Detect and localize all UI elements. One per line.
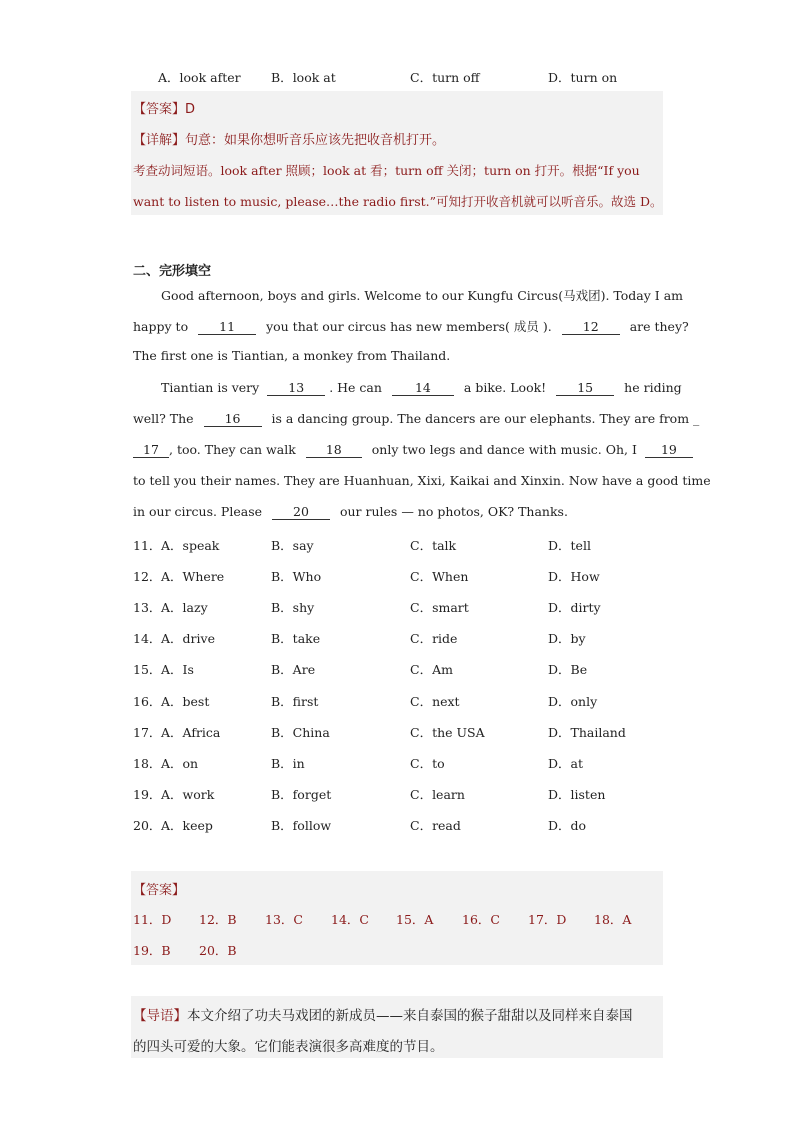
question-18: 18． A．on B．in C．to D．at: [133, 756, 583, 771]
answer-item: 18．A: [594, 912, 632, 927]
question-14: 14． A．drive B．take C．ride D．by: [133, 631, 586, 646]
answers-label: 【答案】: [133, 883, 186, 898]
answer-item: 16．C: [462, 912, 500, 927]
question-20: 20． A．keep B．follow C．read D．do: [133, 818, 587, 833]
answer-item: 14．C: [331, 912, 369, 927]
guide-line1: 【导语】本文介绍了功夫马戏团的新成员——来自泰国的猴子甜甜以及同样来自泰国: [133, 1008, 633, 1024]
section-title: 二、完形填空: [133, 264, 212, 279]
passage-p2-line2: well? The 16 is a dancing group. The dancers are our elephants. They are from _: [133, 411, 700, 426]
answers-row-2: [0, 941, 794, 961]
answer-item: 15．A: [396, 912, 434, 927]
q10-option-b: B．look at: [271, 70, 336, 85]
q10-option-a: A．look after: [158, 70, 241, 85]
answer-item: 12．B: [199, 912, 237, 927]
q10-detail-line3: want to listen to music, please…the radio first.”可知打开收音机就可以听音乐。故选 D。: [133, 194, 663, 209]
answers-row-1: [0, 910, 794, 930]
blank-18: 18: [306, 443, 362, 458]
blank-14: 14: [392, 381, 454, 396]
question-13: 13． A．lazy B．shy C．smart D．dirty: [133, 600, 601, 615]
question-15: 15． A．Is B．Are C．Am D．Be: [133, 662, 588, 677]
q10-detail-line2: 考查动词短语。look after 照顾；look at 看；turn off 关闭；turn on 打开。根据“If you: [133, 163, 640, 178]
passage-p2-line1: Tiantian is very 13 . He can 14 a bike. Look! 15 he riding: [161, 380, 682, 395]
answer-value: D: [185, 102, 196, 117]
answer-item: 13．C: [265, 912, 303, 927]
question-11: 11． A．speak B．say C．talk D．tell: [133, 538, 591, 553]
blank-15: 15: [556, 381, 614, 396]
guide-line2: 的四头可爱的大象。它们能表演很多高难度的节目。: [133, 1039, 444, 1055]
question-16: 16． A．best B．first C．next D．only: [133, 694, 598, 709]
blank-19: 19: [645, 443, 693, 458]
question-19: 19． A．work B．forget C．learn D．listen: [133, 787, 606, 802]
passage-p2-line3: 17 , too. They can walk 18 only two legs and dance with music. Oh, I 19: [133, 442, 663, 458]
blank-12: 12: [562, 320, 620, 335]
passage-p2-line4: to tell you their names. They are Huanhuan, Xixi, Kaikai and Xinxin. Now have a good time: [133, 473, 711, 488]
answer-item: 17．D: [528, 912, 567, 927]
answer-item: 19．B: [133, 943, 171, 958]
question-17: 17． A．Africa B．China C．the USA D．Thailand: [133, 725, 626, 740]
blank-20: 20: [272, 505, 330, 520]
answer-item: 20．B: [199, 943, 237, 958]
passage-p1-line1: Good afternoon, boys and girls. Welcome to our Kungfu Circus(马戏团). Today I am: [161, 288, 684, 303]
detail-label: 【详解】: [133, 133, 186, 148]
answer-label: 【答案】: [133, 102, 186, 117]
q10-options: [0, 68, 794, 88]
q10-detail: 【详解】句意：如果你想听音乐应该先把收音机打开。: [133, 133, 446, 148]
passage-p1-line3: The first one is Tiantian, a monkey from Thailand.: [133, 348, 451, 363]
q10-option-c: C．turn off: [410, 70, 480, 85]
blank-17: 17: [133, 443, 169, 458]
answer-item: 11．D: [133, 912, 172, 927]
blank-13: 13: [267, 381, 325, 396]
q10-option-d: D．turn on: [548, 70, 618, 85]
question-12: 12． A．Where B．Who C．When D．How: [133, 569, 600, 584]
passage-p1-line2: happy to 11 you that our circus has new members( 成员 ). 12 are they?: [133, 319, 689, 334]
blank-11: 11: [198, 320, 256, 335]
blank-16: 16: [204, 412, 262, 427]
q10-answer: [133, 98, 195, 117]
guide-label: 【导语】: [133, 1008, 187, 1024]
passage-p2-line5: in our circus. Please 20 our rules — no photos, OK? Thanks.: [133, 504, 568, 519]
